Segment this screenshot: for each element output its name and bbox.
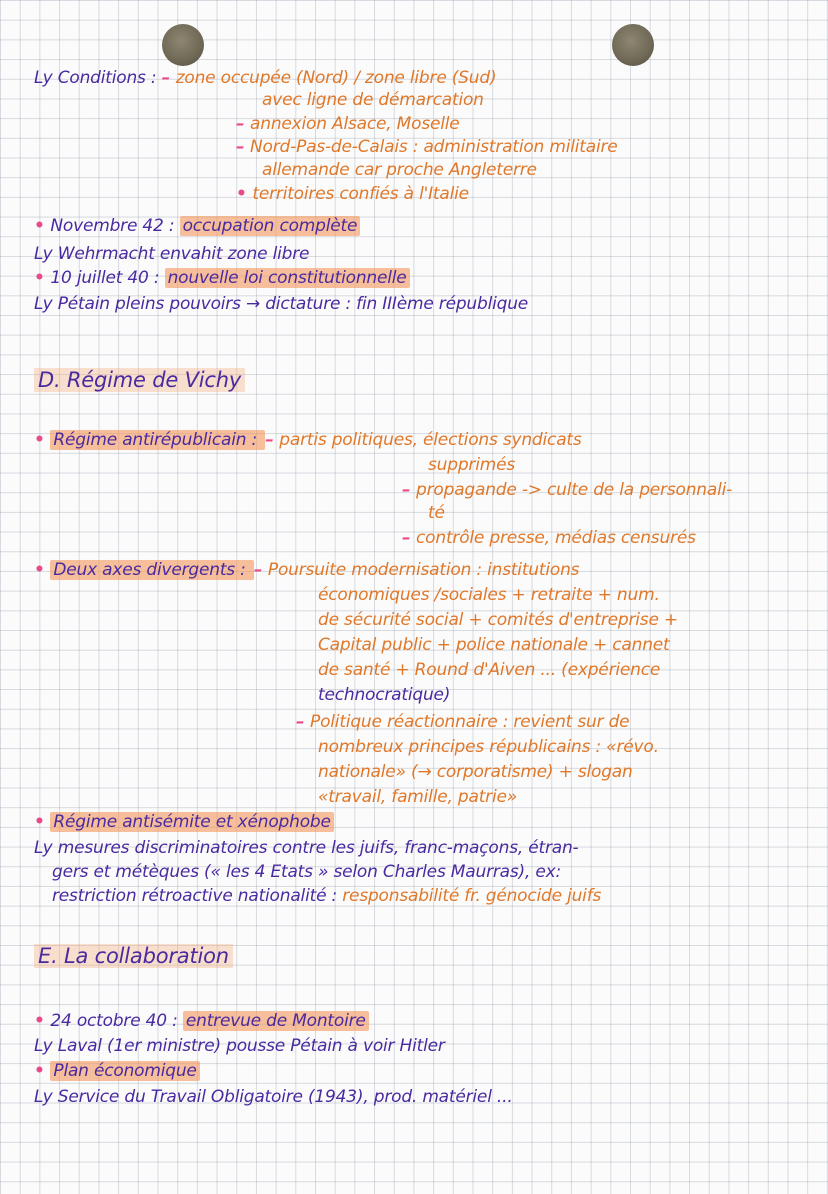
note-line: • 24 octobre 40 : entrevue de Montoire	[34, 1011, 369, 1031]
note-line: – propagande -> culte de la personnali-	[402, 480, 733, 500]
note-line: • Régime antirépublicain : – partis politiques, élections syndicats	[34, 430, 582, 450]
note-line: nombreux principes républicains : «révo.	[318, 737, 659, 757]
note-line: Capital public + police nationale + cannet	[318, 635, 670, 655]
section-heading-d: D. Régime de Vichy	[34, 367, 245, 393]
note-line: Ly Service du Travail Obligatoire (1943), prod. matériel ...	[34, 1087, 513, 1107]
note-line: Ly Pétain pleins pouvoirs → dictature : fin IIIème république	[34, 294, 529, 314]
note-line: gers et métèques (« les 4 Etats » selon Charles Maurras), ex:	[52, 862, 562, 882]
note-line: économiques /sociales + retraite + num.	[318, 585, 660, 605]
section-heading-e: E. La collaboration	[34, 943, 233, 969]
note-line: allemande car proche Angleterre	[262, 160, 537, 180]
note-line: té	[428, 503, 445, 523]
note-line: Ly Wehrmacht envahit zone libre	[34, 244, 310, 264]
note-line: • Novembre 42 : occupation complète	[34, 216, 360, 236]
note-line: • Plan économique	[34, 1061, 200, 1081]
note-line: Ly Laval (1er ministre) pousse Pétain à voir Hitler	[34, 1036, 445, 1056]
note-line: – Nord-Pas-de-Calais : administration militaire	[236, 137, 618, 157]
note-line: • Deux axes divergents : – Poursuite modernisation : institutions	[34, 560, 580, 580]
note-line: Ly mesures discriminatoires contre les juifs, franc-maçons, étran-	[34, 838, 579, 858]
note-line: de sécurité social + comités d'entreprise +	[318, 610, 678, 630]
note-line: – contrôle presse, médias censurés	[402, 528, 696, 548]
note-line: • territoires confiés à l'Italie	[236, 184, 469, 204]
note-line: – Politique réactionnaire : revient sur de	[296, 712, 630, 732]
note-line: supprimés	[428, 455, 516, 475]
note-line: nationale» (→ corporatisme) + slogan	[318, 762, 633, 782]
note-line: «travail, famille, patrie»	[318, 787, 518, 807]
note-line: avec ligne de démarcation	[262, 90, 484, 110]
note-line: de santé + Round d'Aiven ... (expérience	[318, 660, 661, 680]
note-line: technocratique)	[318, 685, 451, 705]
note-line: – annexion Alsace, Moselle	[236, 114, 460, 134]
note-line: • 10 juillet 40 : nouvelle loi constitutionnelle	[34, 268, 410, 288]
binder-hole-left	[162, 24, 204, 66]
note-line: restriction rétroactive nationalité : responsabilité fr. génocide juifs	[52, 886, 602, 906]
note-line: • Régime antisémite et xénophobe	[34, 812, 334, 832]
binder-hole-right	[612, 24, 654, 66]
note-line: Ly Conditions : – zone occupée (Nord) / zone libre (Sud)	[34, 68, 497, 88]
